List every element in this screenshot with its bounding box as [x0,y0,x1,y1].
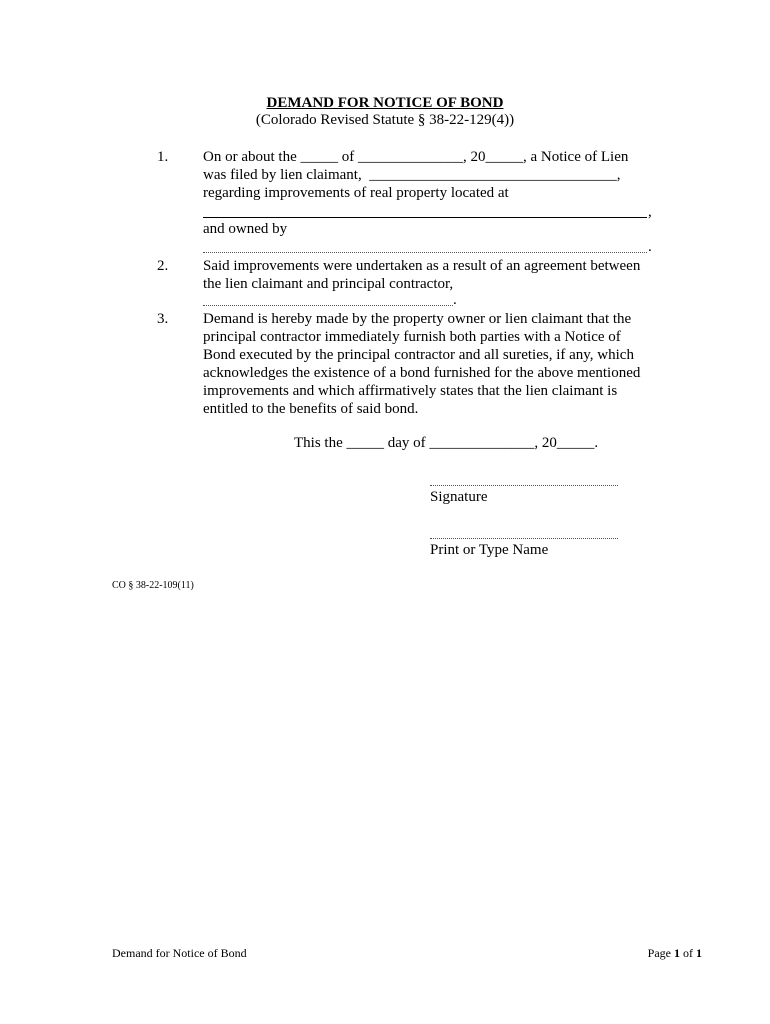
item-1-line-3: regarding improvements of real property located at [203,185,509,201]
item-3-line-6: entitled to the benefits of said bond. [203,401,419,417]
item-2-line-3-period: . [453,292,457,308]
owner-name-blank[interactable] [203,252,647,253]
item-1-line-2: was filed by lien claimant, _________________________________, [203,167,621,183]
item-3-line-2: principal contractor immediately furnish both parties with a Notice of [203,329,621,345]
item-1-line-5: and owned by [203,221,288,237]
print-name-label: Print or Type Name [430,542,549,558]
item-3-line-5: improvements and which affirmatively states that the lien claimant is [203,383,618,399]
footer-of-text: of [680,946,696,960]
item-3-line-4: acknowledges the existence of a bond furnished for the above mentioned [203,365,641,381]
item-3-line-3: Bond executed by the principal contractor and all sureties, if any, which [203,347,634,363]
item-1-line-4-comma: , [648,204,652,220]
footer-total-pages: 1 [696,946,702,960]
document-subtitle: (Colorado Revised Statute § 38-22-129(4)) [255,112,515,128]
statute-reference: CO § 38-22-109(11) [112,580,194,591]
footer-document-name: Demand for Notice of Bond [112,946,247,960]
item-3-line-1: Demand is hereby made by the property owner or lien claimant that the [203,311,632,327]
item-1-line-1: On or about the _____ of ______________, 20_____, a Notice of Lien [203,149,629,165]
item-2-number: 2. [157,258,169,274]
item-3-number: 3. [157,311,169,327]
signature-blank[interactable] [430,485,618,486]
footer-page-prefix: Page [647,946,674,960]
principal-contractor-blank[interactable] [203,305,453,306]
item-2-line-2: the lien claimant and principal contractor, [203,276,454,292]
item-1-number: 1. [157,149,169,165]
date-line: This the _____ day of ______________, 20_____. [294,435,599,451]
footer-page-number [648,946,702,960]
print-name-blank[interactable] [430,538,618,539]
item-2-line-1: Said improvements were undertaken as a result of an agreement between [203,258,641,274]
item-1-line-6-period: . [648,239,652,255]
signature-label: Signature [430,489,488,505]
document-title: DEMAND FOR NOTICE OF BOND [266,95,504,111]
footer-current-page: 1 [674,946,680,960]
property-location-blank[interactable] [203,217,647,218]
